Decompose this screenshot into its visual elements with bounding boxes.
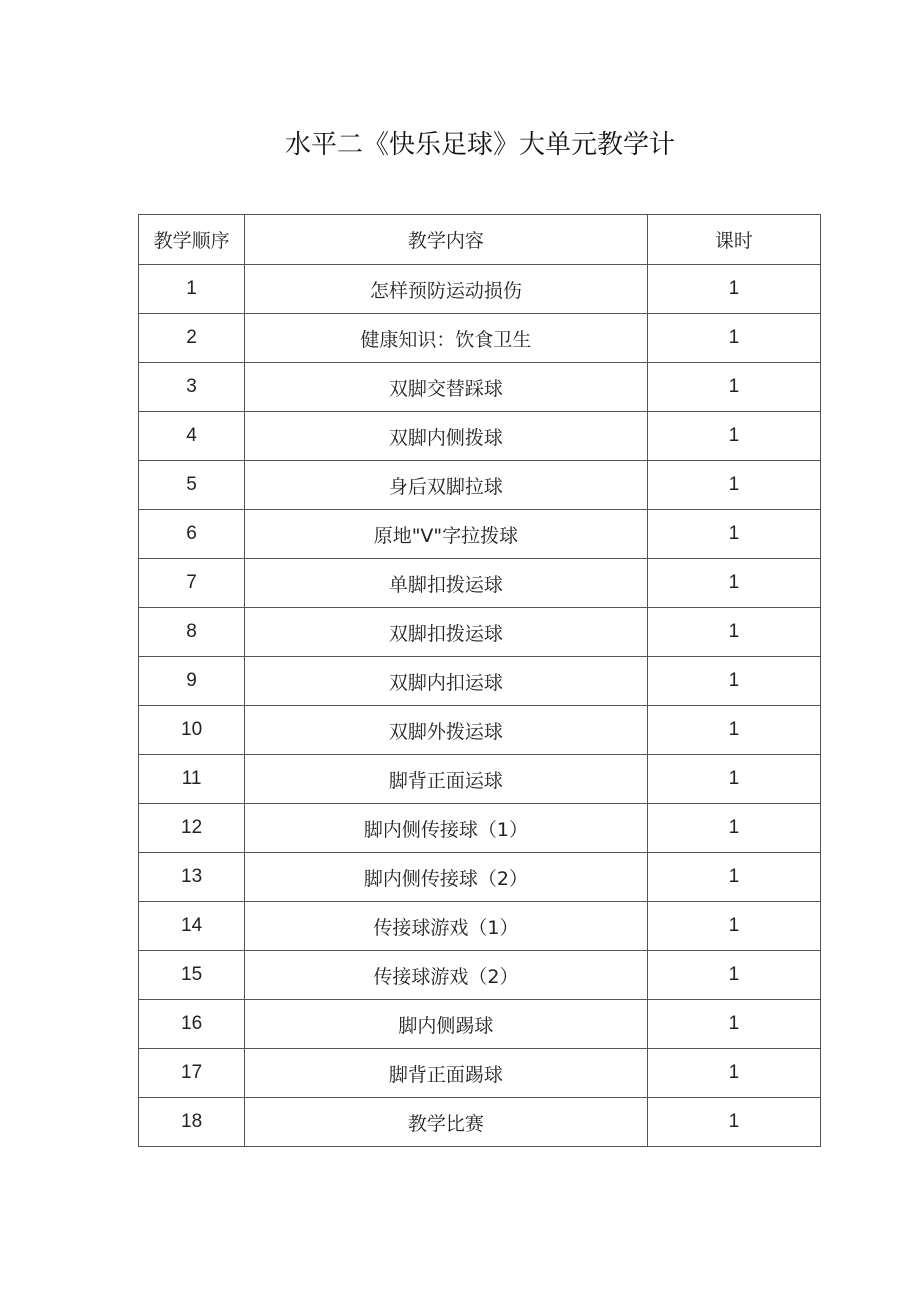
cell-content: 教学比赛 — [245, 1098, 648, 1147]
cell-order: 2 — [139, 314, 245, 363]
cell-order: 17 — [139, 1049, 245, 1098]
cell-order: 5 — [139, 461, 245, 510]
cell-order: 10 — [139, 706, 245, 755]
cell-content: 双脚内侧拨球 — [245, 412, 648, 461]
cell-hours: 1 — [647, 461, 820, 510]
cell-order: 13 — [139, 853, 245, 902]
cell-hours: 1 — [647, 265, 820, 314]
cell-order: 16 — [139, 1000, 245, 1049]
page-title: 水平二《快乐足球》大单元教学计 — [284, 130, 675, 160]
cell-content: 身后双脚拉球 — [245, 461, 648, 510]
table-row — [139, 412, 821, 461]
cell-order: 9 — [139, 657, 245, 706]
header-order: 教学顺序 — [139, 215, 245, 265]
table-row — [139, 461, 821, 510]
table-header-row — [139, 215, 821, 265]
cell-content: 健康知识：饮食卫生 — [245, 314, 648, 363]
header-hours: 课时 — [647, 215, 820, 265]
cell-content: 传接球游戏（1） — [245, 902, 648, 951]
table-row — [139, 265, 821, 314]
table-row — [139, 1098, 821, 1147]
cell-hours: 1 — [647, 657, 820, 706]
cell-content: 单脚扣拨运球 — [245, 559, 648, 608]
cell-hours: 1 — [647, 1098, 820, 1147]
cell-content: 怎样预防运动损伤 — [245, 265, 648, 314]
cell-content: 脚背正面运球 — [245, 755, 648, 804]
cell-hours: 1 — [647, 902, 820, 951]
cell-content: 脚背正面踢球 — [245, 1049, 648, 1098]
cell-hours: 1 — [647, 363, 820, 412]
cell-content: 双脚外拨运球 — [245, 706, 648, 755]
cell-order: 14 — [139, 902, 245, 951]
cell-hours: 1 — [647, 314, 820, 363]
cell-order: 12 — [139, 804, 245, 853]
cell-order: 6 — [139, 510, 245, 559]
cell-hours: 1 — [647, 1049, 820, 1098]
table-row — [139, 951, 821, 1000]
cell-content: 脚内侧传接球（1） — [245, 804, 648, 853]
table-row — [139, 510, 821, 559]
cell-order: 4 — [139, 412, 245, 461]
table-row — [139, 902, 821, 951]
cell-hours: 1 — [647, 1000, 820, 1049]
cell-content: 脚内侧踢球 — [245, 1000, 648, 1049]
cell-content: 原地"V"字拉拨球 — [245, 510, 648, 559]
cell-order: 15 — [139, 951, 245, 1000]
teaching-plan-table — [138, 214, 821, 1147]
header-content: 教学内容 — [245, 215, 648, 265]
cell-content: 传接球游戏（2） — [245, 951, 648, 1000]
cell-order: 18 — [139, 1098, 245, 1147]
cell-content: 双脚扣拨运球 — [245, 608, 648, 657]
table-row — [139, 706, 821, 755]
table-body — [139, 265, 821, 1147]
table-row — [139, 363, 821, 412]
table-row — [139, 314, 821, 363]
cell-hours: 1 — [647, 853, 820, 902]
table-row — [139, 559, 821, 608]
table-row — [139, 804, 821, 853]
table-row — [139, 1049, 821, 1098]
cell-order: 1 — [139, 265, 245, 314]
cell-hours: 1 — [647, 510, 820, 559]
table-row — [139, 657, 821, 706]
cell-order: 3 — [139, 363, 245, 412]
cell-content: 双脚内扣运球 — [245, 657, 648, 706]
cell-order: 11 — [139, 755, 245, 804]
table-row — [139, 608, 821, 657]
cell-content: 双脚交替踩球 — [245, 363, 648, 412]
cell-hours: 1 — [647, 608, 820, 657]
table-row — [139, 1000, 821, 1049]
cell-hours: 1 — [647, 706, 820, 755]
table-row — [139, 755, 821, 804]
cell-hours: 1 — [647, 951, 820, 1000]
cell-hours: 1 — [647, 804, 820, 853]
cell-hours: 1 — [647, 755, 820, 804]
table-row — [139, 853, 821, 902]
cell-hours: 1 — [647, 412, 820, 461]
cell-order: 7 — [139, 559, 245, 608]
cell-order: 8 — [139, 608, 245, 657]
cell-hours: 1 — [647, 559, 820, 608]
cell-content: 脚内侧传接球（2） — [245, 853, 648, 902]
